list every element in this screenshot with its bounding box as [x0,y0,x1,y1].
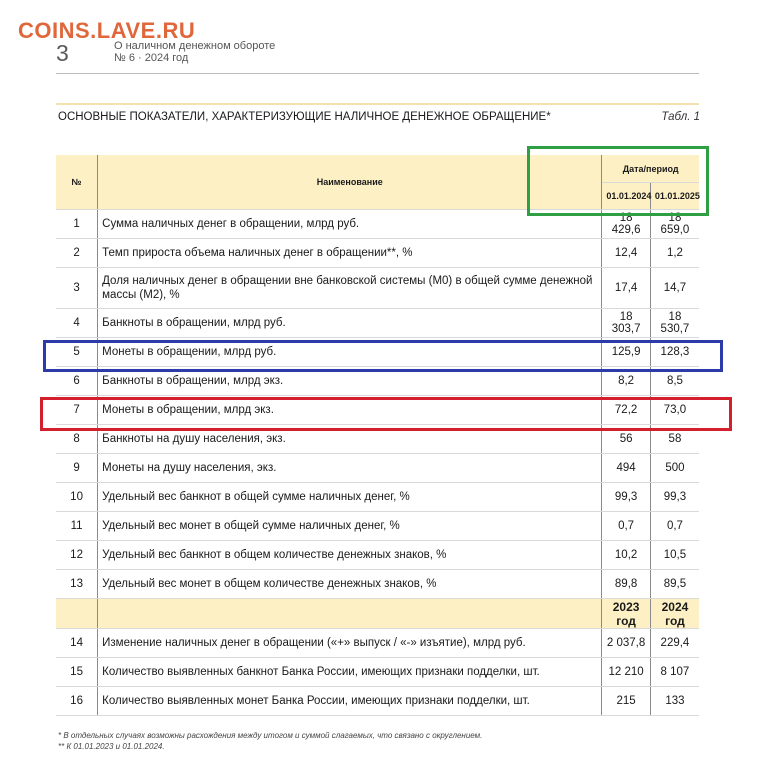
column-header-date-period: Дата/период [602,155,699,183]
accent-divider [56,103,699,105]
row-value-1: 18 303,7 [602,309,651,338]
row-value-1: 18 429,6 [602,210,651,239]
row-value-1: 56 [602,425,651,454]
row-name: Банкноты на душу населения, экз. [98,425,602,454]
row-value-2: 8 107 [650,658,699,687]
row-value-2: 229,4 [650,629,699,658]
table-year-header [56,599,699,629]
row-value-1: 10,2 [602,541,651,570]
row-name: Банкноты в обращении, млрд руб. [98,309,602,338]
table-row [56,396,699,425]
table-row [56,425,699,454]
table-row [56,629,699,658]
row-value-1: 17,4 [602,268,651,309]
row-number: 5 [56,338,98,367]
table-row [56,367,699,396]
row-name: Количество выявленных монет Банка России, имеющих признаки подделки, шт. [98,687,602,716]
row-name: Удельный вес банкнот в общем количестве денежных знаков, % [98,541,602,570]
table-row [56,268,699,309]
header-divider [56,73,699,74]
table-row [56,658,699,687]
row-value-1: 12,4 [602,239,651,268]
row-value-1: 8,2 [602,367,651,396]
row-value-1: 89,8 [602,570,651,599]
row-number: 1 [56,210,98,239]
row-name: Удельный вес монет в общем количестве денежных знаков, % [98,570,602,599]
row-number: 7 [56,396,98,425]
table-row [56,687,699,716]
row-number: 16 [56,687,98,716]
row-number: 6 [56,367,98,396]
table-row [56,483,699,512]
row-number: 11 [56,512,98,541]
column-header-number: № [56,155,98,210]
row-name: Изменение наличных денег в обращении («+» выпуск / «-» изъятие), млрд руб. [98,629,602,658]
table-row [56,541,699,570]
row-name: Монеты в обращении, млрд руб. [98,338,602,367]
row-name: Удельный вес монет в общей сумме наличных денег, % [98,512,602,541]
table-body-dates [56,210,699,599]
footnote-2: ** К 01.01.2023 и 01.01.2024. [58,742,165,751]
row-value-2: 500 [650,454,699,483]
row-number: 4 [56,309,98,338]
row-name: Монеты на душу населения, экз. [98,454,602,483]
row-number: 12 [56,541,98,570]
row-value-2: 73,0 [650,396,699,425]
row-number: 8 [56,425,98,454]
row-name: Монеты в обращении, млрд экз. [98,396,602,425]
footnote-1: * В отдельных случаях возможны расхождения между итогом и суммой слагаемых, что связано с округлением. [58,731,483,740]
row-value-2: 99,3 [650,483,699,512]
table-row [56,338,699,367]
row-name: Темп прироста объема наличных денег в обращении**, % [98,239,602,268]
footnotes [58,730,482,752]
row-value-2: 8,5 [650,367,699,396]
row-value-2: 128,3 [650,338,699,367]
row-value-1: 0,7 [602,512,651,541]
column-header-name: Наименование [98,155,602,210]
row-value-2: 14,7 [650,268,699,309]
table-title: ОСНОВНЫЕ ПОКАЗАТЕЛИ, ХАРАКТЕРИЗУЮЩИЕ НАЛИЧНОЕ ДЕНЕЖНОЕ ОБРАЩЕНИЕ* [58,111,551,123]
row-value-2: 18 530,7 [650,309,699,338]
row-number: 3 [56,268,98,309]
column-header-date2: 01.01.2025 [650,183,699,210]
row-number: 13 [56,570,98,599]
row-number: 2 [56,239,98,268]
row-number: 10 [56,483,98,512]
row-number: 14 [56,629,98,658]
row-value-1: 215 [602,687,651,716]
row-name: Количество выявленных банкнот Банка России, имеющих признаки подделки, шт. [98,658,602,687]
row-value-1: 125,9 [602,338,651,367]
journal-issue: № 6 · 2024 год [114,52,189,64]
row-value-2: 10,5 [650,541,699,570]
watermark: COINS.LAVE.RU [18,18,196,43]
row-number: 9 [56,454,98,483]
year-header-row [56,599,699,629]
row-value-1: 99,3 [602,483,651,512]
year-header-spacer [98,599,602,629]
row-number: 15 [56,658,98,687]
journal-title: О наличном денежном обороте [114,40,276,52]
row-value-2: 58 [650,425,699,454]
row-value-2: 89,5 [650,570,699,599]
row-name: Сумма наличных денег в обращении, млрд руб. [98,210,602,239]
row-value-1: 12 210 [602,658,651,687]
page-number: 3 [56,40,69,66]
row-name: Удельный вес банкнот в общей сумме наличных денег, % [98,483,602,512]
row-value-2: 18 659,0 [650,210,699,239]
table-header-row [56,155,699,183]
column-header-date1: 01.01.2024 [602,183,651,210]
table-row [56,239,699,268]
table-row [56,309,699,338]
table-row [56,512,699,541]
table-row [56,570,699,599]
row-value-1: 2 037,8 [602,629,651,658]
table-body-years [56,629,699,716]
row-value-1: 494 [602,454,651,483]
row-value-2: 1,2 [650,239,699,268]
indicators-table [56,155,699,716]
column-header-year1: 2023 год [602,599,651,629]
row-value-1: 72,2 [602,396,651,425]
row-value-2: 133 [650,687,699,716]
table-row [56,454,699,483]
year-header-spacer [56,599,98,629]
table-reference: Табл. 1 [661,111,700,123]
row-name: Доля наличных денег в обращении вне банковской системы (М0) в общей сумме денежной массы (М2), % [98,268,602,309]
row-value-2: 0,7 [650,512,699,541]
table-row [56,210,699,239]
column-header-year2: 2024 год [650,599,699,629]
row-name: Банкноты в обращении, млрд экз. [98,367,602,396]
